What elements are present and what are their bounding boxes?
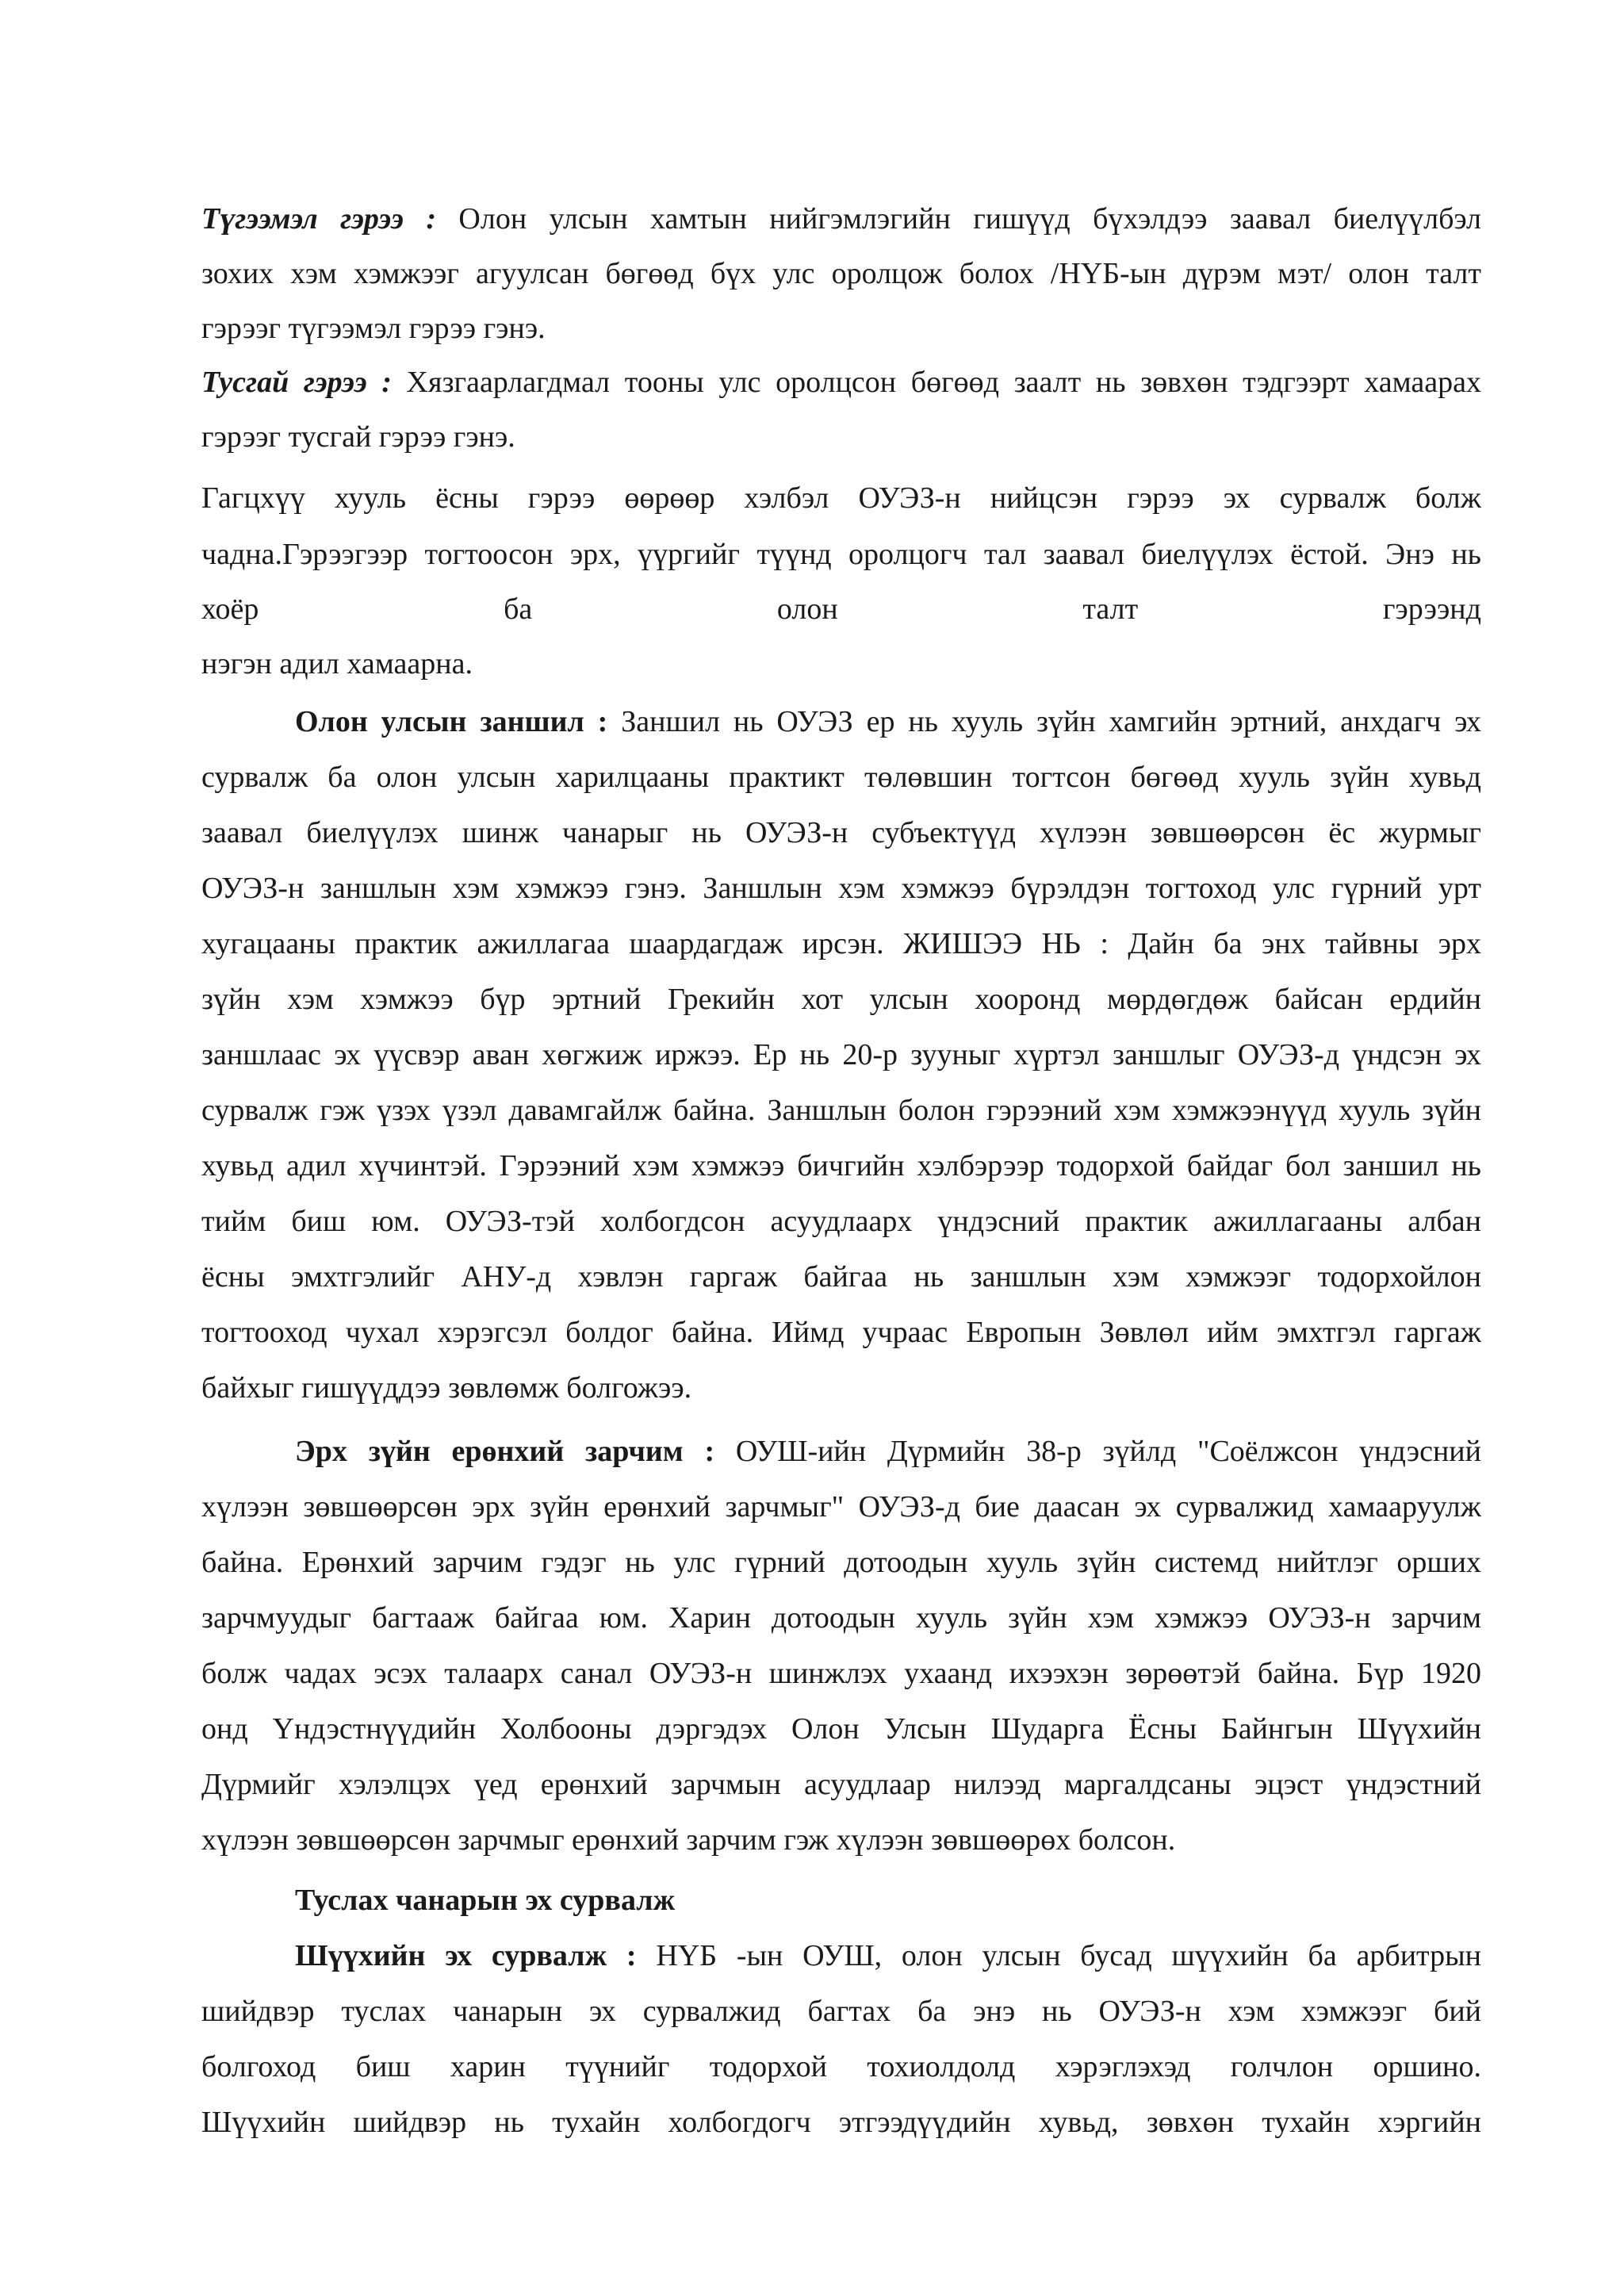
term-court-decisions: Шүүхийн эх сурвалж : xyxy=(295,1939,637,1972)
text-line: Шүүхийн эх сурвалж : НҮБ -ын ОУШ, олон улсын бусад шүүхийн ба арбитрын xyxy=(295,1939,1481,1972)
text-line: зүйн хэм хэмжээ бүр эртний Грекийн хот улсын хооронд мөрдөгдөж байсан ердийн xyxy=(201,983,1481,1016)
word: ба xyxy=(504,592,533,626)
text-line: ёсны эмхтгэлийг АНУ-д хэвлэн гаргаж байгаа нь заншлын хэм хэмжээг тодорхойлон xyxy=(201,1260,1481,1294)
text-line: хугацааны практик ажиллагаа шаардагдаж ирсэн. ЖИШЭЭ НЬ : Дайн ба энх тайвны эрх xyxy=(201,927,1481,960)
text-line: заншлаас эх үүсвэр аван хөгжиж иржээ. Ер нь 20-р зууныг хүртэл заншлыг ОУЭЗ-д үндсэн эх xyxy=(201,1038,1481,1071)
text-line: гэрээг түгээмэл гэрээ гэнэ. xyxy=(201,312,546,345)
spread-line xyxy=(201,592,1481,627)
text-line: онд Үндэстнүүдийн Холбооны дэргэдэх Олон Улсын Шударга Ёсны Байнгын Шүүхийн xyxy=(201,1712,1481,1746)
text-line: ОУЭЗ-н заншлын хэм хэмжээ гэнэ. Заншлын хэм хэмжээ бүрэлдэн тогтоход улс гүрний урт xyxy=(201,872,1481,905)
section-heading xyxy=(295,1883,1481,1918)
heading-auxiliary-sources: Туслах чанарын эх сурвалж xyxy=(295,1884,676,1917)
text-line: тогтооход чухал хэрэгсэл болдог байна. Иймд учраас Европын Зөвлөл ийм эмхтгэл гаргаж xyxy=(201,1316,1481,1349)
text-line: хүлээн зөвшөөрсөн эрх зүйн ерөнхий зарчмыг" ОУЭЗ-д бие даасан эх сурвалжид хамааруулж xyxy=(201,1490,1481,1524)
word: гэрээнд xyxy=(1382,592,1481,626)
text-line: чадна.Гэрээгээр тогтоосон эрх, үүргийг түүнд оролцогч тал заавал биелүүлэх ёстой. Энэ нь xyxy=(201,538,1481,571)
text-line: заавал биелүүлэх шинж чанарыг нь ОУЭЗ-н субъектүүд хүлээн зөвшөөрсөн ёс журмыг xyxy=(201,816,1481,849)
text-line: зарчмуудыг багтааж байгаа юм. Харин дотоодын хууль зүйн хэм хэмжээ ОУЭЗ-н зарчим xyxy=(201,1601,1481,1635)
text-line: байна. Ерөнхий зарчим гэдэг нь улс гүрний дотоодын хууль зүйн системд нийтлэг орших xyxy=(201,1546,1481,1579)
text-line: хүлээн зөвшөөрсөн зарчмыг ерөнхий зарчим гэж хүлээн зөвшөөрөх болсон. xyxy=(201,1823,1176,1857)
text-line xyxy=(201,592,1481,627)
text-line: болж чадах эсэх талаарх санал ОУЭЗ-н шинжлэх ухаанд ихээхэн зөрөөтэй байна. Бүр 1920 xyxy=(201,1657,1481,1690)
text-line: гэрээг тусгай гэрээ гэнэ. xyxy=(201,420,515,454)
word: олон xyxy=(776,592,838,626)
word: хоёр xyxy=(201,592,259,626)
term-general-principles: Эрх зүйн ерөнхий зарчим : xyxy=(295,1435,715,1468)
text-line: Эрх зүйн ерөнхий зарчим : ОУШ-ийн Дүрмийн 38-р зүйлд "Соёлжсон үндэсний xyxy=(295,1435,1481,1468)
text-line: сурвалж ба олон улсын харилцааны практикт төлөвшин тогтсон бөгөөд хууль зүйн хувьд xyxy=(201,761,1481,794)
text-line: Олон улсын заншил : Заншил нь ОУЭЗ ер нь хууль зүйн хамгийн эртний, анхдагч эх xyxy=(295,705,1481,738)
text-line: Гагцхүү хууль ёсны гэрээ өөрөөр хэлбэл ОУЭЗ-н нийцсэн гэрээ эх сурвалж болж xyxy=(201,481,1481,515)
term-custom: Олон улсын заншил : xyxy=(295,705,608,738)
word: талт xyxy=(1082,592,1139,626)
text-line: тийм биш юм. ОУЭЗ-тэй холбогдсон асуудлаарх үндэсний практик ажиллагааны албан xyxy=(201,1205,1481,1238)
text-line: зохих хэм хэмжээг агуулсан бөгөөд бүх улс оролцож болох /НҮБ-ын дүрэм мэт/ олон талт xyxy=(201,257,1481,290)
text-line: Тусгай гэрээ : Хязгаарлагдмал тооны улс оролцсон бөгөөд заалт нь зөвхөн тэдгээрт хамаарах xyxy=(201,366,1481,399)
text-line: хувьд адил хүчинтэй. Гэрээний хэм хэмжээ бичгийн хэлбэрээр тодорхой байдаг бол заншил нь xyxy=(201,1149,1481,1182)
text-line: Дүрмийг хэлэлцэх үед ерөнхий зарчмын асуудлаар нилээд маргалдсаны эцэст үндэстний xyxy=(201,1768,1481,1801)
text-line: шийдвэр туслах чанарын эх сурвалжид багтах ба энэ нь ОУЭЗ-н хэм хэмжээг бий xyxy=(201,1995,1481,2028)
text-line: болгоход биш харин түүнийг тодорхой тохиолдолд хэрэглэхэд голчлон оршино. xyxy=(201,2050,1481,2083)
term-general-treaty: Түгээмэл гэрээ : xyxy=(201,202,437,236)
term-special-treaty: Тусгай гэрээ : xyxy=(201,366,392,399)
text-line: сурвалж гэж үзэх үзэл давамгайлж байна. Заншлын болон гэрээний хэм хэмжээнүүд хууль зүйн xyxy=(201,1094,1481,1127)
text-line: Шүүхийн шийдвэр нь тухайн холбогдогч этгээдүүдийн хувьд, зөвхөн тухайн хэргийн xyxy=(201,2106,1481,2139)
text-line: байхыг гишүүддээ зөвлөмж болгожээ. xyxy=(201,1371,692,1405)
text-line: Түгээмэл гэрээ : Олон улсын хамтын нийгэмлэгийн гишүүд бүхэлдээ заавал биелүүлбэл xyxy=(201,202,1481,236)
text-line: нэгэн адил хамаарна. xyxy=(201,647,473,680)
